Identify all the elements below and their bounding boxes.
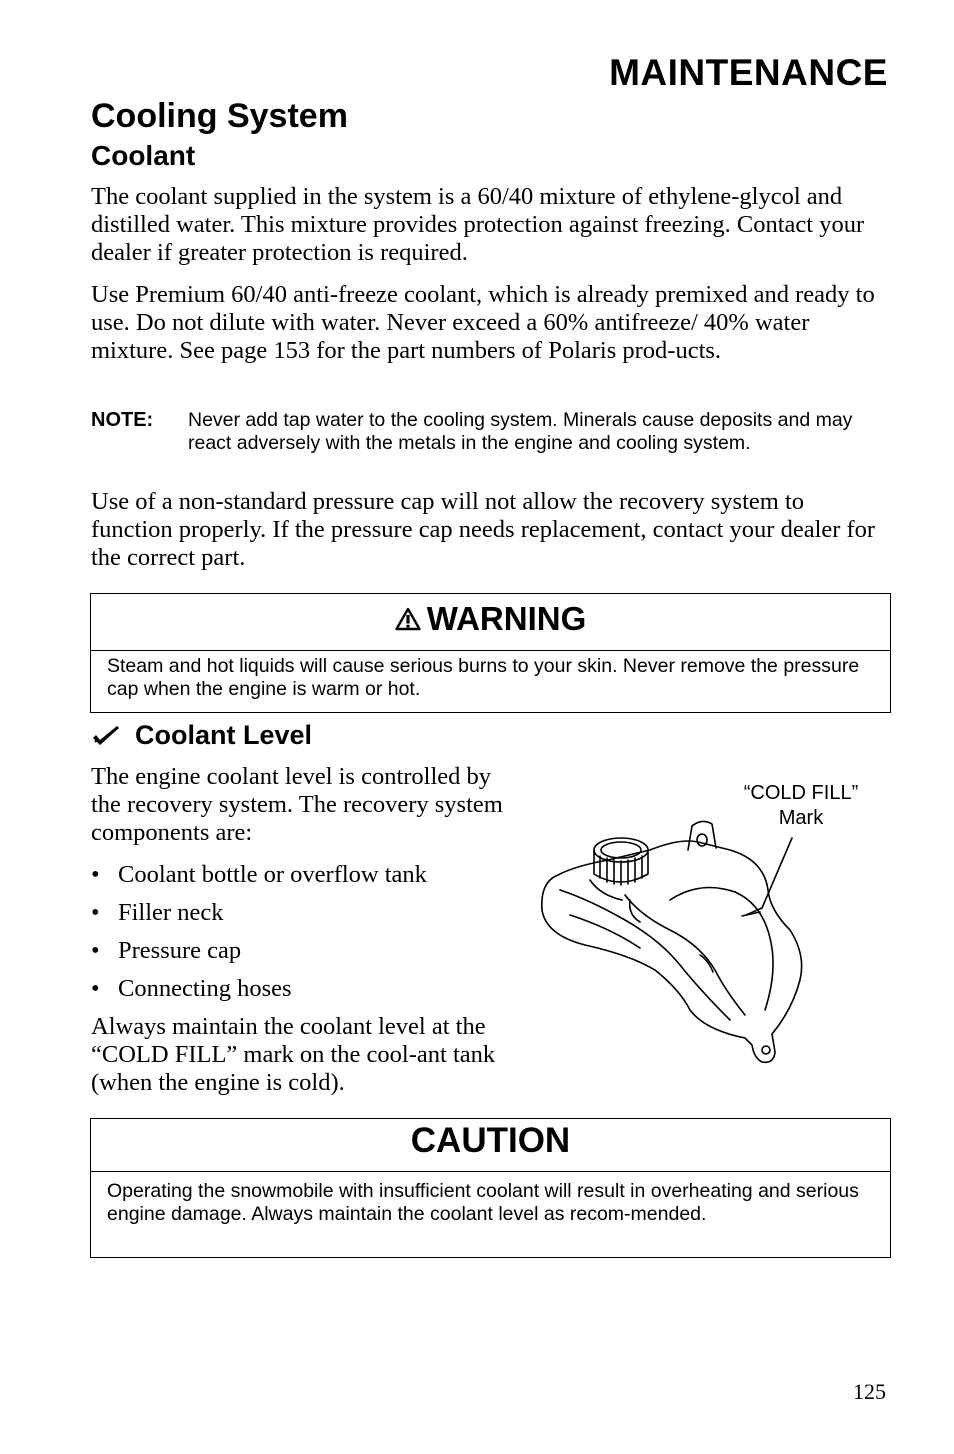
list-item: • Pressure cap	[91, 937, 242, 964]
paragraph-premium-coolant: Use Premium 60/40 anti-freeze coolant, which is already premixed and ready to use. Do not dilute with water. Never exceed a 60% antifreeze/ 40% water mixture. See page 153 for the part numbers of Polaris prod-ucts.	[91, 281, 875, 364]
warning-title: WARNING	[426, 600, 587, 637]
page-number: 125	[853, 1379, 886, 1404]
section-header: MAINTENANCE	[609, 52, 888, 93]
caution-box	[90, 1118, 891, 1258]
warning-triangle-icon	[395, 607, 421, 631]
subsection-title: Coolant	[91, 140, 196, 171]
list-item: • Filler neck	[91, 899, 224, 926]
note-label: NOTE:	[91, 409, 154, 431]
list-item: • Coolant bottle or overflow tank	[91, 861, 427, 888]
coolant-level-outro: Always maintain the coolant level at the “COLD FILL” mark on the cool-ant tank (when the engine is cold).	[91, 1013, 496, 1096]
warning-text: Steam and hot liquids will cause serious burns to your skin. Never remove the pressure cap when the engine is warm or hot.	[107, 655, 860, 700]
checkmark-icon	[91, 724, 121, 746]
warning-box	[90, 593, 891, 713]
caution-title: CAUTION	[91, 1119, 890, 1172]
coolant-tank-illustration	[530, 820, 820, 1070]
components-list	[91, 860, 427, 1012]
paragraph-pressure-cap: Use of a non-standard pressure cap will not allow the recovery system to function properly. If the pressure cap needs replacement, contact your dealer for the correct part.	[91, 488, 876, 571]
coolant-level-heading	[91, 720, 312, 751]
callout-line-1: “COLD FILL”	[743, 782, 859, 804]
note	[91, 409, 891, 455]
caution-text: Operating the snowmobile with insufficient coolant will result in overheating and serious engine damage. Always maintain the coolant level as recom-mended.	[107, 1180, 859, 1225]
coolant-level-intro: The engine coolant level is controlled by the recovery system. The recovery system components are:	[91, 763, 503, 846]
page-title: Cooling System	[91, 97, 348, 135]
warning-title-row	[91, 594, 890, 651]
note-text: Never add tap water to the cooling system. Minerals cause deposits and may react adversely with the metals in the engine and cooling system.	[188, 409, 853, 454]
callout-line-2: Mark	[778, 807, 824, 829]
list-item: • Connecting hoses	[91, 975, 292, 1002]
paragraph-coolant-mixture: The coolant supplied in the system is a 60/40 mixture of ethylene-glycol and distilled water. This mixture provides protection against freezing. Contact your dealer if greater protection is required.	[91, 183, 865, 266]
coolant-level-title: Coolant Level	[135, 720, 313, 750]
